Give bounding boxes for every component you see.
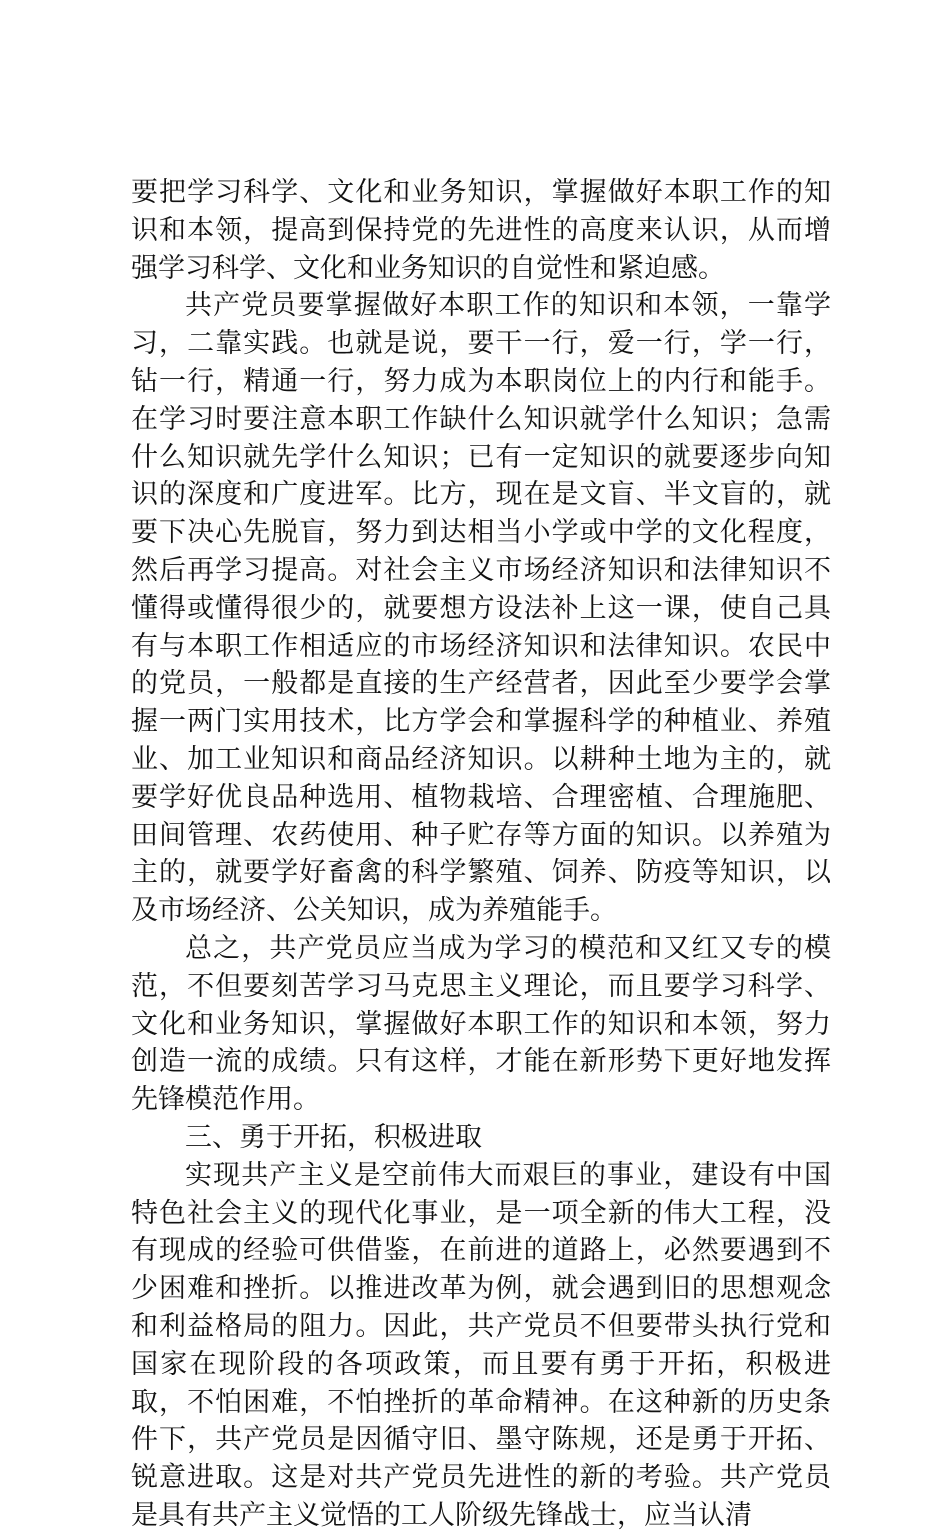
- paragraph-study-and-practice: 共产党员要掌握做好本职工作的知识和本领，一靠学习，二靠实践。也就是说，要干一行，爱一行，学一行，钻一行，精通一行，努力成为本职岗位上的内行和能手。在学习时要注意本职工作缺什么知识就学什么知识；急需什么知识就先学什么知识；已有一定知识的就要逐步向知识的深度和广度进军。比方，现在是文盲、半文盲的，就要下决心先脱盲，努力到达相当小学或中学的文化程度，然后再学习提高。对社会主义市场经济知识和法律知识不懂得或懂得很少的，就要想方设法补上这一课，使自己具有与本职工作相适应的市场经济知识和法律知识。农民中的党员，一般都是直接的生产经营者，因此至少要学会掌握一两门实用技术，比方学会和掌握科学的种植业、养殖业、加工业知识和商品经济知识。以耕种土地为主的，就要学好优良品种选用、植物栽培、合理密植、合理施肥、田间管理、农药使用、种子贮存等方面的知识。以养殖为主的，就要学好畜禽的科学繁殖、饲养、防疫等知识，以及市场经济、公关知识，成为养殖能手。: [131, 290, 831, 927]
- document-body: [131, 174, 831, 1535]
- section-heading: 三、勇于开拓，积极进取: [185, 1121, 482, 1153]
- paragraph-summary: 总之，共产党员应当成为学习的模范和又红又专的模范，不但要刻苦学习马克思主义理论，而且要学习科学、文化和业务知识，掌握做好本职工作的知识和本领，努力创造一流的成绩。只有这样，才能在新形势下更好地发挥先锋模范作用。: [131, 932, 831, 1116]
- paragraph-continuation: 要把学习科学、文化和业务知识，掌握做好本职工作的知识和本领，提高到保持党的先进性的高度来认识，从而增强学习科学、文化和业务知识的自觉性和紧迫感。: [131, 177, 831, 284]
- paragraph-pioneering: 实现共产主义是空前伟大而艰巨的事业，建设有中国特色社会主义的现代化事业，是一项全新的伟大工程，没有现成的经验可供借鉴，在前进的道路上，必然要遇到不少困难和挫折。以推进改革为例，就会遇到旧的思想观念和利益格局的阻力。因此，共产党员不但要带头执行党和国家在现阶段的各项政策，而且要有勇于开拓，积极进取，不怕困难，不怕挫折的革命精神。在这种新的历史条件下，共产党员是因循守旧、墨守陈规，还是勇于开拓、锐意进取。这是对共产党员先进性的新的考验。共产党员是具有共产主义觉悟的工人阶级先锋战士，应当认清: [131, 1159, 831, 1531]
